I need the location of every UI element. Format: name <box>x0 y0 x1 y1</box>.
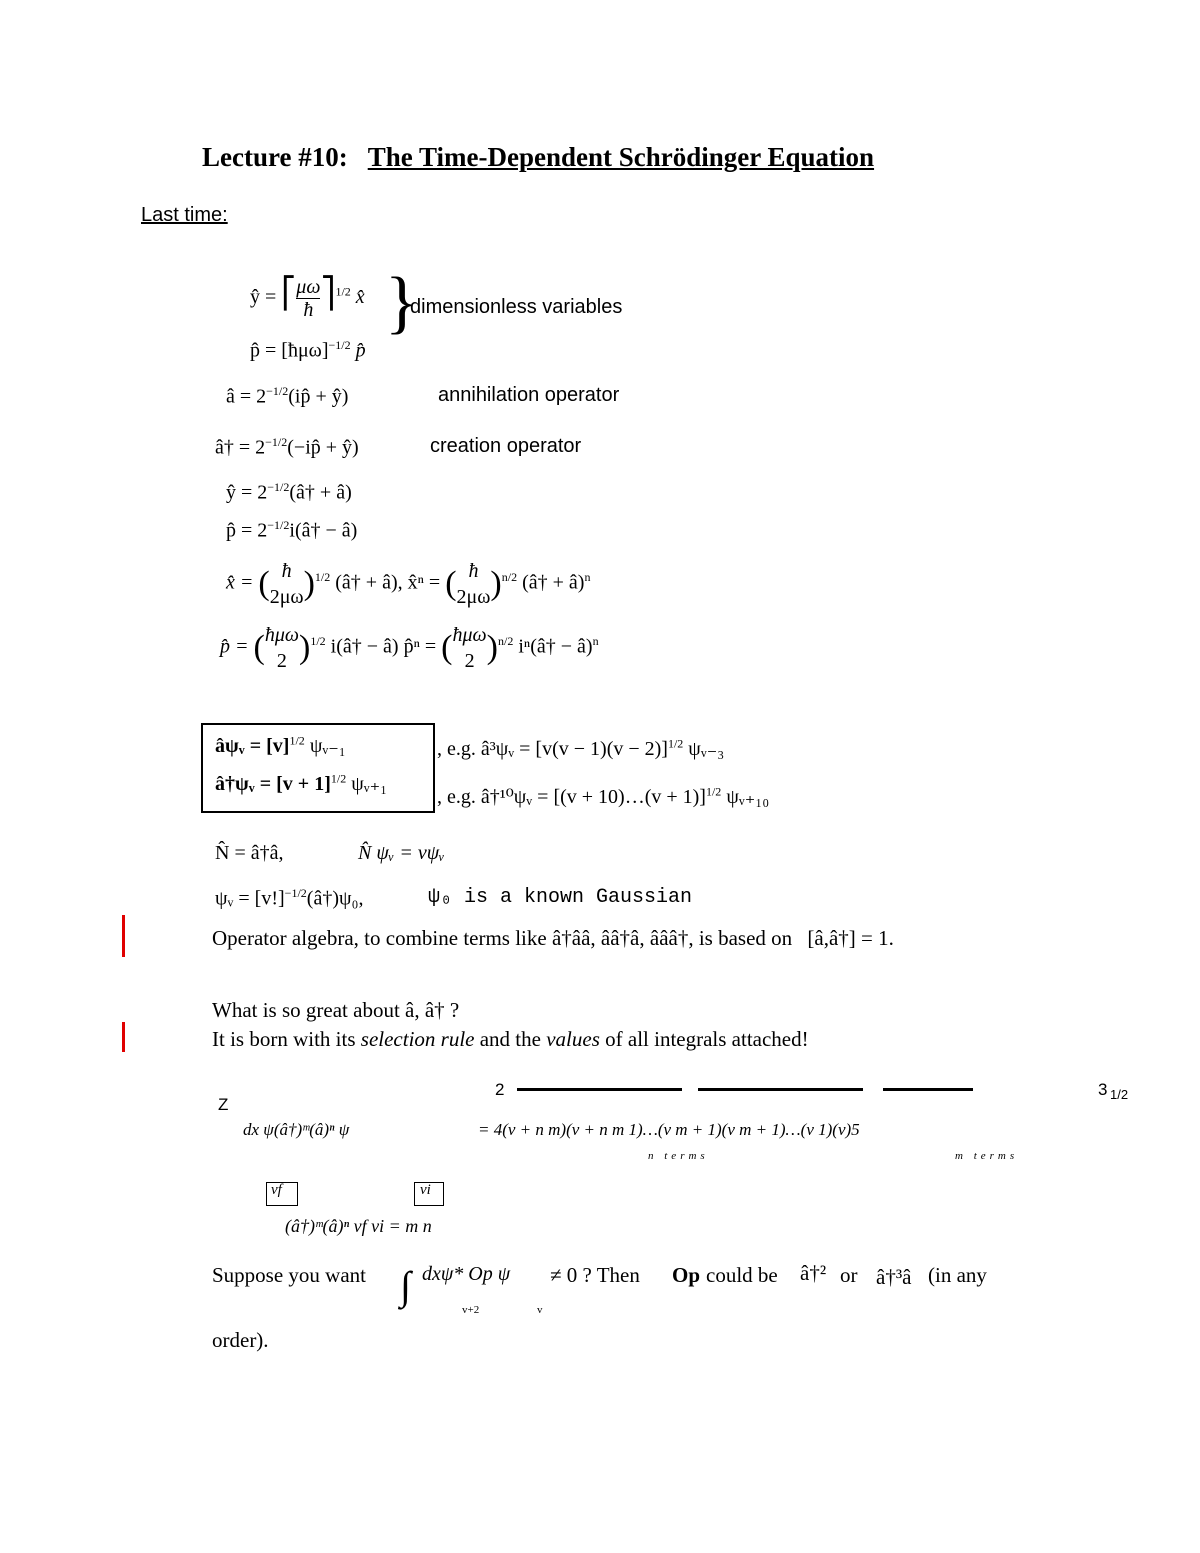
sub-v-plus-2: v+2 <box>462 1304 480 1316</box>
integral-sign: Z <box>218 1095 229 1114</box>
p-definition: p̂ = [ħμω]$^{-1/2}$ p̂ <box>250 338 366 362</box>
integrand: dxψ* Op ψ <box>422 1263 511 1285</box>
overline-2 <box>698 1088 863 1091</box>
lecture-topic: The Time-Dependent Schrödinger Equation <box>367 142 875 172</box>
right-brace: } <box>385 264 419 341</box>
could-be: could be <box>706 1263 778 1287</box>
number-operator-eigen: N̂ ψᵥ = vψᵥ <box>358 842 445 864</box>
n-terms-label: n terms <box>648 1150 709 1162</box>
option-adag-cubed-a: â†³â <box>876 1265 912 1289</box>
last-time-heading: Last time: <box>141 204 228 226</box>
psi-definition: ψᵥ = $[v!]^{-1/2}(â\dagger)\psi_0$, <box>215 886 364 910</box>
phat-expression: p̂ = ( ħμω 2 )$^{1/2}$ i(â† − â) p̂ⁿ = ( ħμω 2 )$^{n/2}$ iⁿ(â† − â)$^n$ <box>220 624 599 672</box>
born-with-selection-rule: It is born with its selection rule and the values of all integrals attached! <box>212 1027 809 1051</box>
lecture-number: Lecture #10: <box>202 142 348 172</box>
vf-label: vf <box>271 1182 282 1198</box>
lowering-relation: âψᵥ = $[v]^{1/2}$ ψᵥ₋₁ <box>215 733 346 757</box>
raising-example: , e.g. â†¹⁰ψᵥ = [(v + 10)…(v + 1)]$^{1/2}$ ψᵥ₊₁₀ <box>437 784 770 808</box>
order-text: order). <box>212 1328 269 1352</box>
p-from-a: p̂ = $2^{-1/2}i(â\dagger$ − â) <box>226 518 358 542</box>
m-terms-label: m terms <box>955 1150 1019 1162</box>
margin-mark-1 <box>122 915 125 957</box>
overline-1 <box>517 1088 682 1091</box>
margin-mark-2 <box>122 1022 125 1052</box>
page-title <box>202 142 874 173</box>
y-from-a: ŷ = $2^{-1/2}(â\dagger$ + â) <box>226 480 352 504</box>
bracket-three: 3 <box>1098 1080 1108 1099</box>
xhat-expression: x̂ = ( ħ 2μω )$^{1/2}$ (â† + â), x̂ⁿ = ( ħ 2μω )$^{n/2}$ (â† + â)$^n$ <box>226 560 591 608</box>
y-definition: ŷ = ⎡ $\frac{\mu\omega}{ħ}$ ⎤$^{1/2}$ x̂ <box>250 276 365 321</box>
creation-label: creation operator <box>430 435 582 457</box>
vi-label: vi <box>420 1182 431 1198</box>
annihilation-def: â = $2^{-1/2}(ip̂$ + ŷ) <box>226 384 349 408</box>
integral-body: dx ψ(â†)ᵐ(â)ⁿ ψ <box>243 1120 350 1139</box>
creation-def: â† = $2^{-1/2}(-ip̂$ + ŷ) <box>215 435 359 459</box>
in-any: (in any <box>928 1263 987 1287</box>
suppose-text: Suppose you want <box>212 1263 366 1287</box>
bracket-two: 2 <box>495 1080 505 1099</box>
annihilation-label: annihilation operator <box>438 384 620 406</box>
what-is-great: What is so great about â, â† ? <box>212 998 460 1022</box>
number-operator-def: N̂ = â†â, <box>215 842 284 864</box>
nonzero-then: ≠ 0 ? Then <box>550 1263 640 1287</box>
dimensionless-label: dimensionless variables <box>410 296 623 318</box>
raising-relation: â†ψᵥ = $[v + 1]^{1/2}$ ψᵥ₊₁ <box>215 771 388 795</box>
integral-symbol: ∫ <box>400 1263 411 1308</box>
lowering-example: , e.g. â³ψᵥ = $[v(v - 1)(v - 2)]^{1/2}$ ψᵥ₋₃ <box>437 736 725 760</box>
or-text: or <box>840 1263 858 1287</box>
selection-rule: (â†)ᵐ(â)ⁿ vf vi = m n <box>285 1216 432 1236</box>
sub-v: v <box>537 1304 543 1316</box>
gaussian-note: ψ₀ is a known Gaussian <box>428 886 693 909</box>
half-exponent: 1/2 <box>1110 1087 1129 1102</box>
op-label: Op <box>672 1263 701 1287</box>
option-adag-squared: â†² <box>800 1261 827 1285</box>
operator-algebra-text: Operator algebra, to combine terms like â†ââ, ââ†â, âââ†, is based on [â,â†] = 1. <box>212 926 894 950</box>
overline-3 <box>883 1088 973 1091</box>
integral-equals: = 4(v + n m)(v + n m 1)…(v m + 1)(v m + 1)…(v 1)(v)5 <box>478 1120 860 1139</box>
